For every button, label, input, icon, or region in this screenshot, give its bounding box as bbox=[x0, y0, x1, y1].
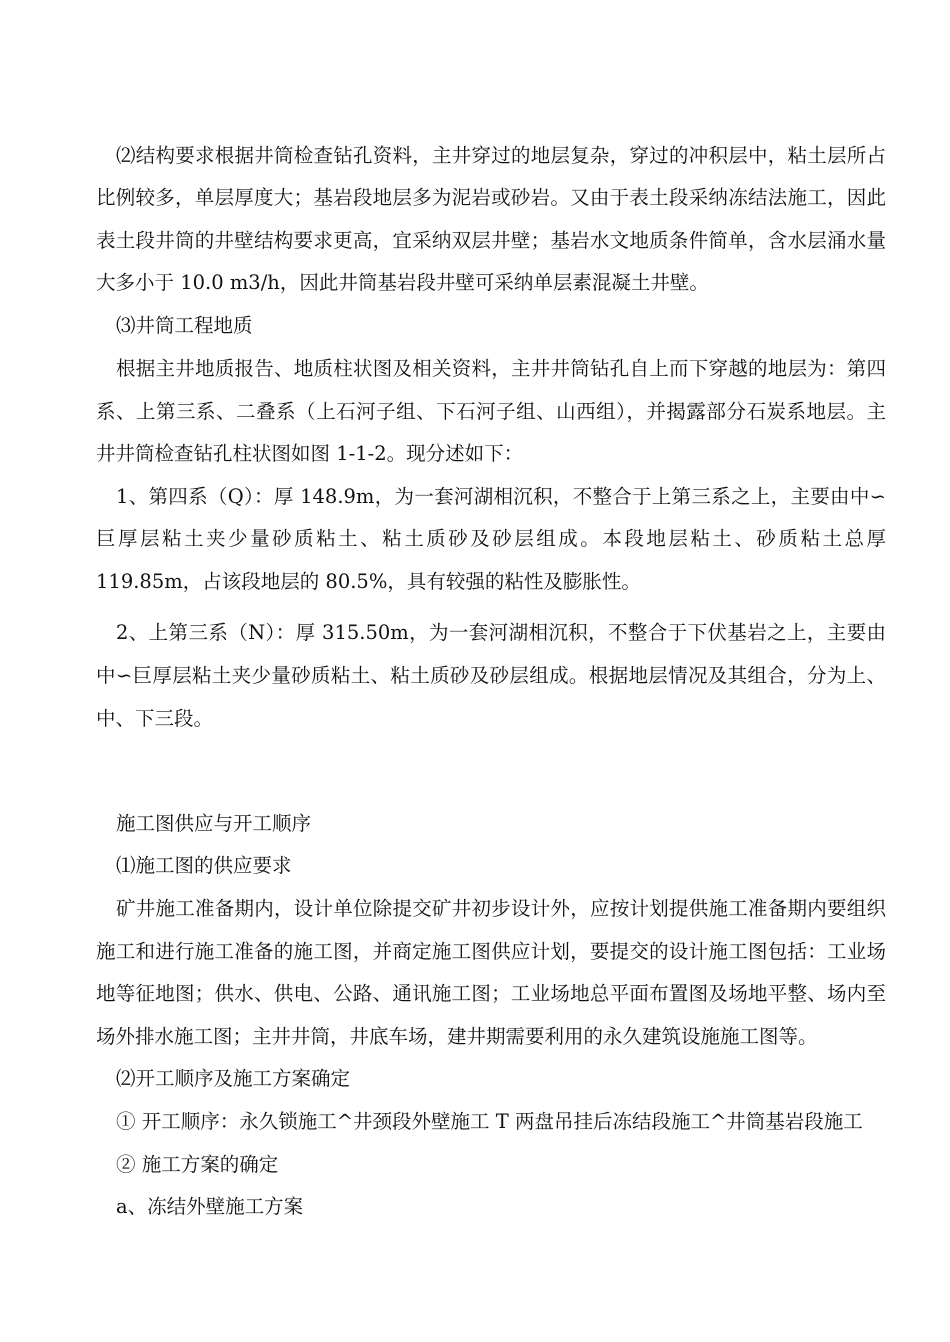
text-line: 系、上第三系、二叠系（上石河子组、下石河子组、山西组），并揭露部分石炭系地层。主 bbox=[96, 400, 886, 423]
text-line: 表土段井筒的井壁结构要求更高，宜采纳双层井壁；基岩水文地质条件简单，含水层涌水量 bbox=[96, 229, 886, 252]
text-line: 地等征地图；供水、供电、公路、通讯施工图；工业场地总平面布置图及场地平整、场内至 bbox=[96, 982, 886, 1005]
list-item: ② 施工方案的确定 bbox=[116, 1153, 279, 1176]
text-line: 巨厚层粘土夹少量砂质粘土、粘土质砂及砂层组成。本段地层粘土、砂质粘土总厚 bbox=[96, 527, 886, 550]
text-line: 中∽巨厚层粘土夹少量砂质粘土、粘土质砂及砂层组成。根据地层情况及其组合，分为上、 bbox=[96, 664, 886, 687]
text-line: ⑵结构要求根据井筒检查钻孔资料，主井穿过的地层复杂，穿过的冲积层中，粘土层所占 bbox=[116, 144, 886, 167]
text-line: 中、下三段。 bbox=[96, 707, 214, 730]
subsection-heading: ⑴施工图的供应要求 bbox=[116, 854, 292, 877]
list-item: a、冻结外壁施工方案 bbox=[116, 1195, 304, 1218]
text-line: 1、第四系（Q）：厚 148.9m，为一套河湖相沉积，不整合于上第三系之上，主要由中∽ bbox=[116, 485, 886, 508]
text-line: 2、上第三系（N）：厚 315.50m，为一套河湖相沉积，不整合于下伏基岩之上，主要由 bbox=[116, 621, 886, 644]
text-line: 大多小于 10.0 m3/h，因此井筒基岩段井壁可采纳单层素混凝土井壁。 bbox=[96, 271, 709, 294]
text-line: 119.85m，占该段地层的 80.5%，具有较强的粘性及膨胀性。 bbox=[96, 570, 641, 593]
section-heading: 施工图供应与开工顺序 bbox=[116, 812, 312, 835]
text-line: 比例较多，单层厚度大；基岩段地层多为泥岩或砂岩。又由于表土段采纳冻结法施工，因此 bbox=[96, 186, 886, 209]
section-heading: ⑶井筒工程地质 bbox=[116, 314, 253, 337]
text-line: 施工和进行施工准备的施工图，并商定施工图供应计划，要提交的设计施工图包括：工业场 bbox=[96, 940, 886, 963]
text-line: 根据主井地质报告、地质柱状图及相关资料，主井井筒钻孔自上而下穿越的地层为：第四 bbox=[116, 357, 886, 380]
text-line: 场外排水施工图；主井井筒，井底车场，建井期需要利用的永久建筑设施施工图等。 bbox=[96, 1025, 818, 1048]
subsection-heading: ⑵开工顺序及施工方案确定 bbox=[116, 1067, 351, 1090]
text-line: 井井筒检查钻孔柱状图如图 1-1-2。现分述如下： bbox=[96, 442, 524, 465]
list-item: ① 开工顺序：永久锁施工^井颈段外壁施工 T 两盘吊挂后冻结段施工^井筒基岩段施工 bbox=[116, 1110, 863, 1133]
text-line: 矿井施工准备期内，设计单位除提交矿井初步设计外，应按计划提供施工准备期内要组织 bbox=[116, 897, 886, 920]
